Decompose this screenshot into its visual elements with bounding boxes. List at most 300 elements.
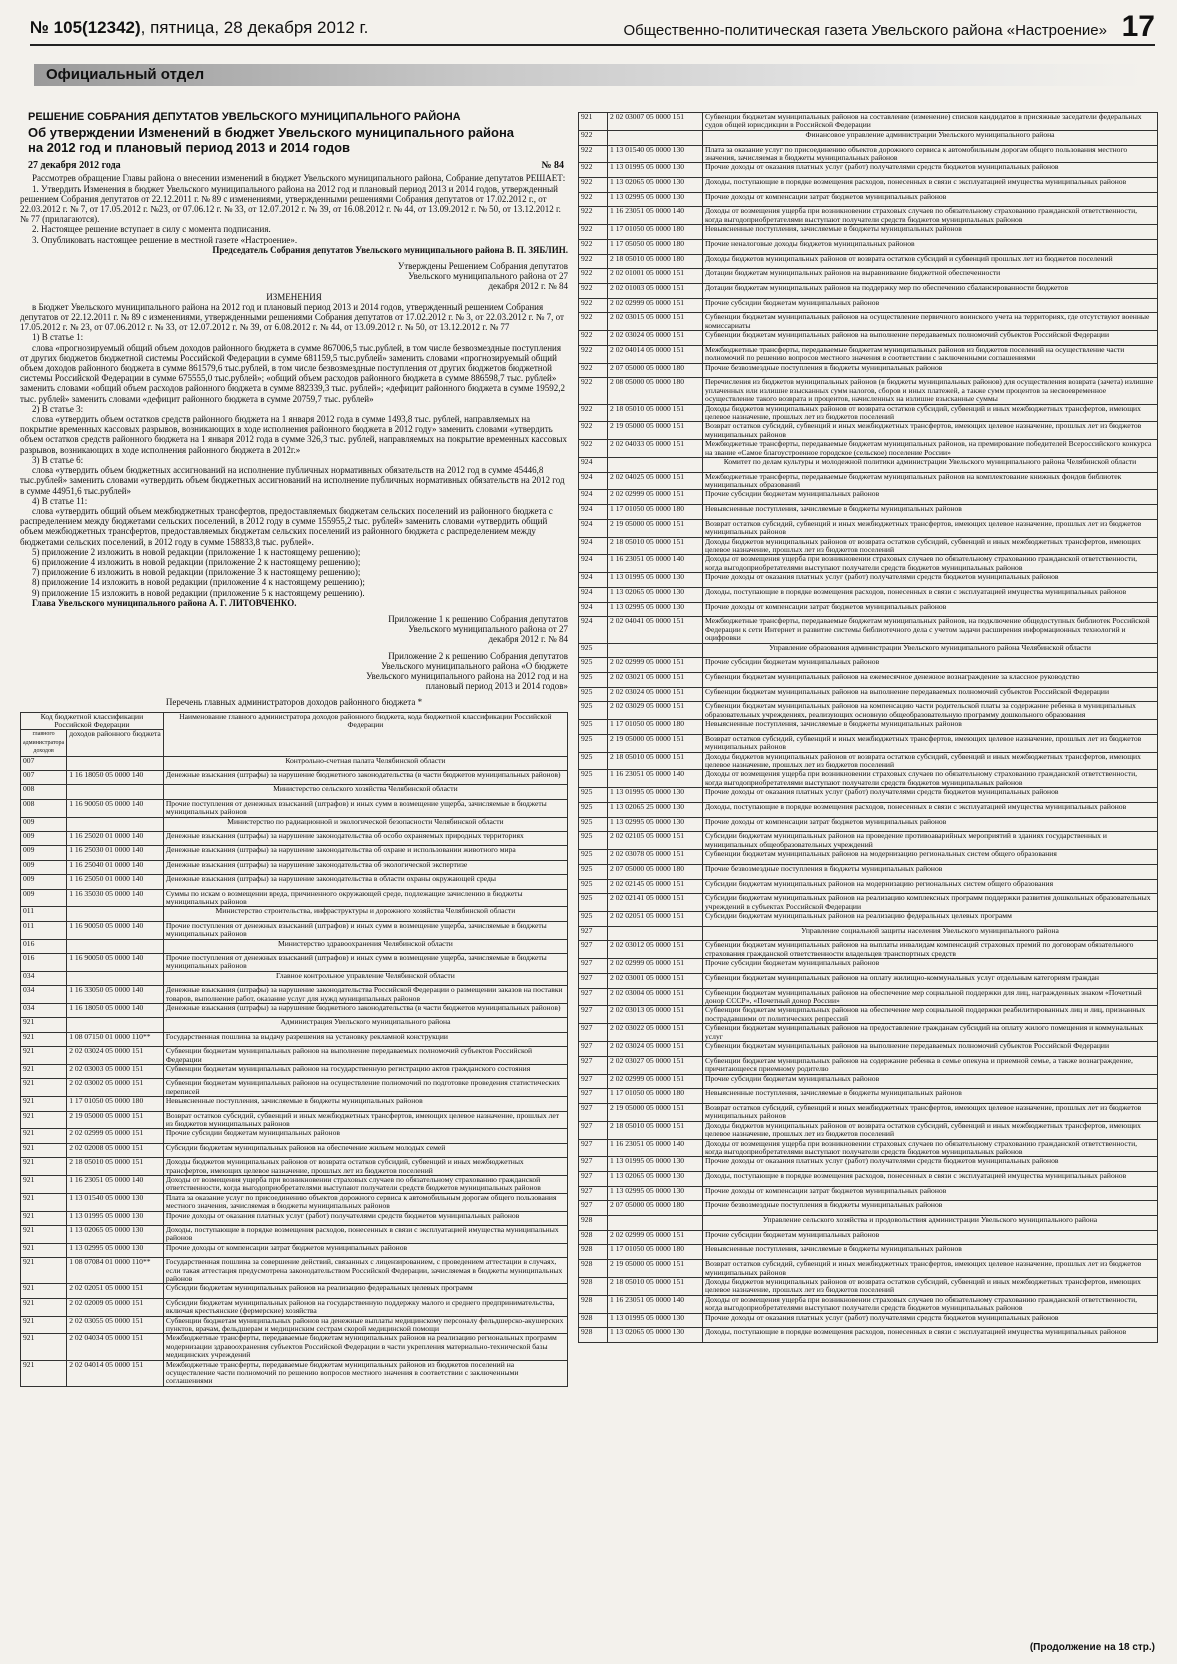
income-code-cell: 1 16 25030 01 0000 140 (67, 846, 164, 860)
right-column (578, 112, 1158, 1343)
description-cell: Администрация Увельского муниципального района (163, 1018, 567, 1032)
income-code-cell: 2 19 05000 05 0000 151 (608, 1260, 703, 1278)
admin-code-cell: 925 (579, 752, 608, 770)
table-row (579, 269, 1158, 284)
admin-code-cell: 008 (21, 799, 67, 817)
description-cell: Суммы по искам о возмещении вреда, причиненного окружающей среде, подлежащие зачислению в бюджеты муниципальных районов (163, 889, 567, 907)
admin-code-cell: 925 (579, 912, 608, 927)
description-cell: Субвенции бюджетам муниципальных районов на выполнение передаваемых полномочий субъектов Российской Федерации (163, 1047, 567, 1065)
income-code-cell: 2 02 03055 05 0000 151 (67, 1316, 164, 1334)
admin-code-cell: 922 (579, 363, 608, 378)
income-code-cell: 2 02 02008 05 0000 151 (67, 1143, 164, 1157)
income-code-cell (608, 130, 703, 145)
admin-code-cell: 011 (21, 907, 67, 921)
income-code-cell: 2 18 05010 05 0000 151 (67, 1158, 164, 1176)
income-code-cell: 1 16 25050 01 0000 140 (67, 875, 164, 889)
table-row (21, 1032, 568, 1046)
description-cell: Доходы, поступающие в порядке возмещения расходов, понесенных в связи с эксплуатацией имущества муниципальных районов (703, 802, 1158, 817)
table-row (21, 986, 568, 1004)
income-code-cell (608, 457, 703, 472)
income-code-cell: 1 17 01050 05 0000 180 (608, 1245, 703, 1260)
table-row (579, 941, 1158, 959)
table-row (579, 1230, 1158, 1245)
admin-code-cell: 922 (579, 192, 608, 207)
admin-code-cell: 921 (21, 1111, 67, 1129)
table-row (579, 457, 1158, 472)
description-cell: Доходы от возмещения ущерба при возникновении страховых случаев по обязательному страхованию гражданской ответственности, когда выгодоприобретателями выступают получатели средств бюджетов муниципальных районов (703, 1295, 1158, 1313)
description-cell: Межбюджетные трансферты, передаваемые бюджетам муниципальных районов, на премирование победителей Всероссийского конкурса на звание «Самое благоустроенное городское (сельское) поселение России» (703, 440, 1158, 458)
description-cell: Плата за оказание услуг по присоединению объектов дорожного сервиса к автомобильным дорогам общего пользования местного значения, зачисляемая в бюджеты муниципальных районов (163, 1193, 567, 1211)
description-cell: Прочие доходы от оказания платных услуг (работ) получателями средств бюджетов муниципальных районов (163, 1211, 567, 1225)
admin-code-cell: 016 (21, 939, 67, 953)
description-cell: Финансовое управление администрации Увельского муниципального района (703, 130, 1158, 145)
table-row (21, 953, 568, 971)
income-code-cell: 1 13 02065 25 0000 130 (608, 802, 703, 817)
description-cell: Субсидии бюджетам муниципальных районов на модернизацию региональных систем общего образования (703, 879, 1158, 894)
description-cell: Возврат остатков субсидий, субвенций и иных межбюджетных трансфертов, имеющих целевое назначение, прошлых лет из бюджетов муниципальных районов (703, 422, 1158, 440)
description-cell: Доходы от возмещения ущерба при возникновении страховых случаев по обязательному страхованию гражданской ответственности, когда выгодоприобретателями выступают получатели средств бюджетов муниципальных районов (163, 1175, 567, 1193)
description-cell: Денежные взыскания (штрафы) за нарушение бюджетного законодательства (в части бюджетов муниципальных районов) (163, 1003, 567, 1017)
description-cell: Субвенции бюджетам муниципальных районов на выполнение передаваемых полномочий субъектов Российской Федерации (703, 1042, 1158, 1057)
admin-code-cell: 927 (579, 1121, 608, 1139)
admin-code-cell: 922 (579, 331, 608, 346)
description-cell: Субсидии бюджетам муниципальных районов на реализацию комплексных программ поддержки развития дошкольных образовательных учреждений в субъектах Российской Федерации (703, 894, 1158, 912)
chair-signature: Председатель Собрания депутатов Увельского муниципального района В. П. ЗЯБЛИН. (212, 244, 568, 255)
income-code-cell: 1 13 02995 05 0000 130 (608, 192, 703, 207)
income-code-cell: 1 16 25020 01 0000 140 (67, 831, 164, 845)
table-row (579, 894, 1158, 912)
table-row (21, 1064, 568, 1078)
description-cell: Субсидии бюджетам муниципальных районов на реализацию федеральных целевых программ (163, 1284, 567, 1298)
table-row (21, 1097, 568, 1111)
income-code-cell: 1 16 35030 05 0000 140 (67, 889, 164, 907)
admin-code-cell: 924 (579, 505, 608, 520)
admin-code-cell: 922 (579, 178, 608, 193)
description-cell: Доходы бюджетов муниципальных районов от возврата остатков субсидий и субвенций прошлых лет из бюджетов поселений (703, 254, 1158, 269)
table-header-name: Наименование главного администратора доходов районного бюджета, кода бюджетной классификации Российской Федерации (163, 712, 567, 756)
table-row (579, 672, 1158, 687)
description-cell: Прочие доходы от компенсации затрат бюджетов муниципальных районов (703, 192, 1158, 207)
description-cell: Невыясненные поступления, зачисляемые в бюджеты муниципальных районов (163, 1097, 567, 1111)
admin-code-cell: 925 (579, 687, 608, 702)
table-row (21, 1211, 568, 1225)
description-cell: Межбюджетные трансферты, передаваемые бюджетам муниципальных районов, на подключение общедоступных библиотек Российской Федерации к сети Интернет и развитие системы библиотечного дела с учетом задачи расширения информационных технологий и оцифровки (703, 617, 1158, 643)
description-cell: Прочие безвозмездные поступления в бюджеты муниципальных районов (703, 864, 1158, 879)
admin-code-cell: 008 (21, 785, 67, 799)
admin-code-cell: 928 (579, 1328, 608, 1343)
income-code-cell: 2 02 02141 05 0000 151 (608, 894, 703, 912)
admin-code-cell: 921 (21, 1316, 67, 1334)
table-row (579, 1328, 1158, 1343)
table-header-admin: главного администратора доходов (21, 730, 67, 756)
description-cell: Прочие субсидии бюджетам муниципальных районов (703, 1230, 1158, 1245)
description-cell: Доходы, поступающие в порядке возмещения расходов, понесенных в связи с эксплуатацией имущества муниципальных районов (703, 178, 1158, 193)
description-cell: Управление сельского хозяйства и продовольствия администрации Увельского муниципального района (703, 1216, 1158, 1231)
description-cell: Государственная пошлина за выдачу разрешения на установку рекламной конструкции (163, 1032, 567, 1046)
table-row (21, 907, 568, 921)
table-row (21, 889, 568, 907)
description-cell: Денежные взыскания (штрафы) за нарушение законодательства в области охраны окружающей среды (163, 875, 567, 889)
admin-code-cell: 925 (579, 702, 608, 720)
table-row (579, 1103, 1158, 1121)
description-cell: Субвенции бюджетам муниципальных районов на обеспечение мер социальной поддержки для лиц, награжденных знаком «Почетный донор СССР», «Почетный донор России» (703, 988, 1158, 1006)
description-cell: Прочие безвозмездные поступления в бюджеты муниципальных районов (703, 1201, 1158, 1216)
admin-code-cell: 924 (579, 490, 608, 505)
description-cell: Возврат остатков субсидий, субвенций и иных межбюджетных трансфертов, имеющих целевое назначение, прошлых лет из бюджетов муниципальных районов (703, 519, 1158, 537)
admin-code-cell: 921 (21, 1243, 67, 1257)
newspaper-name: Общественно-политическая газета Увельского района «Настроение» (623, 22, 1107, 39)
admin-code-cell: 016 (21, 953, 67, 971)
table-row (579, 912, 1158, 927)
page-number: 17 (1121, 10, 1155, 43)
income-code-cell: 2 02 02145 05 0000 151 (608, 879, 703, 894)
admin-code-cell: 921 (21, 1175, 67, 1193)
table-row (579, 207, 1158, 225)
admin-code-cell: 927 (579, 1172, 608, 1187)
income-code-cell: 2 18 05010 05 0000 151 (608, 404, 703, 422)
income-code-cell: 2 02 02105 05 0000 151 (608, 832, 703, 850)
table-row (21, 1111, 568, 1129)
income-code-cell: 1 13 02065 05 0000 130 (608, 1328, 703, 1343)
article-heading: 2) В статье 3: (32, 403, 84, 414)
description-cell: Государственная пошлина за совершение действий, связанных с лицензированием, с проведением аттестации в случаях, если такая аттестация предусмотрена законодательством Российской Федерации, зачисляемая в бюджеты муниципальных районов (163, 1258, 567, 1284)
admin-code-cell: 009 (21, 817, 67, 831)
annex-item: 5) приложение 2 изложить в новой редакции (приложение 1 к настоящему решению); (32, 546, 361, 557)
admin-code-cell: 927 (579, 926, 608, 941)
admin-code-cell: 921 (21, 1064, 67, 1078)
description-cell: Прочие доходы от компенсации затрат бюджетов муниципальных районов (703, 602, 1158, 617)
table-row (579, 298, 1158, 313)
table-row (579, 1042, 1158, 1057)
description-cell: Денежные взыскания (штрафы) за нарушение законодательства об охране и использовании животного мира (163, 846, 567, 860)
table-row (21, 1225, 568, 1243)
decision-item: 1. Утвердить Изменения в бюджет Увельского муниципального района на 2012 год и плановый период 2013 и 2014 годов, утвержденный решением Собрания депутатов от 22.12.2011 г. № 89 с изменениями, утвержденными решениями Собрания депутатов от 17.02.2012 г., от 22.03.2012 г. № 7, от 17.05.2012 г. №23, от 07.06.12 г. № 33, от 12.07.2012 г. № 39, от 16.08.2012 г. № 44, от 13.09.2012 г. № 50, от 13.12.2012 г. № 77 (прилагаются). (20, 183, 561, 225)
table-row (579, 720, 1158, 735)
right-table-body (579, 113, 1158, 1343)
income-code-cell: 1 13 02995 05 0000 130 (67, 1243, 164, 1257)
article-heading: 3) В статье 6: (32, 454, 84, 465)
admin-code-cell: 921 (21, 1211, 67, 1225)
income-code-cell: 2 02 02051 05 0000 151 (67, 1284, 164, 1298)
admin-code-cell: 924 (579, 519, 608, 537)
table-row (21, 846, 568, 860)
income-code-cell: 2 19 05000 05 0000 151 (67, 1111, 164, 1129)
income-code-cell: 1 13 01995 05 0000 130 (67, 1211, 164, 1225)
table-row (579, 1313, 1158, 1328)
table-row (579, 1260, 1158, 1278)
admin-code-cell: 924 (579, 573, 608, 588)
table-row (21, 817, 568, 831)
table-row (579, 988, 1158, 1006)
table-row (579, 331, 1158, 346)
description-cell: Контрольно-счетная палата Челябинской области (163, 756, 567, 770)
admin-code-cell: 922 (579, 440, 608, 458)
income-code-cell: 1 08 07150 01 0000 110** (67, 1032, 164, 1046)
income-code-cell: 1 16 33050 05 0000 140 (67, 986, 164, 1004)
table-row (21, 939, 568, 953)
income-code-cell: 2 18 05010 05 0000 151 (608, 1121, 703, 1139)
description-cell: Субвенции бюджетам муниципальных районов на государственную регистрацию актов гражданского состояния (163, 1064, 567, 1078)
description-cell: Доходы от возмещения ущерба при возникновении страховых случаев по обязательному страхованию гражданской ответственности, когда выгодоприобретателями выступают получатели средств бюджетов муниципальных районов (703, 207, 1158, 225)
income-code-cell: 1 13 01995 05 0000 130 (608, 573, 703, 588)
admin-code-cell: 034 (21, 971, 67, 985)
table-row (579, 472, 1158, 490)
decision-text (20, 173, 568, 707)
table-row (21, 770, 568, 784)
admin-code-cell: 927 (579, 1157, 608, 1172)
admin-code-cell: 921 (21, 1258, 67, 1284)
income-code-cell: 1 13 01995 05 0000 130 (608, 1157, 703, 1172)
description-cell: Прочие неналоговые доходы бюджетов муниципальных районов (703, 239, 1158, 254)
description-cell: Доходы от возмещения ущерба при возникновении страховых случаев по обязательному страхованию гражданской ответственности, когда выгодоприобретателями выступают получатели средств бюджетов муниципальных районов (703, 770, 1158, 788)
income-code-cell: 2 02 02999 05 0000 151 (608, 298, 703, 313)
admin-code-cell: 927 (579, 1103, 608, 1121)
admin-code-cell: 921 (21, 1032, 67, 1046)
admin-code-cell: 922 (579, 225, 608, 240)
income-code-cell: 1 17 01050 05 0000 180 (608, 225, 703, 240)
admin-code-cell: 928 (579, 1277, 608, 1295)
table-row (579, 959, 1158, 974)
income-code-cell: 1 13 01540 05 0000 130 (608, 145, 703, 163)
annex-item: 6) приложение 4 изложить в новой редакции (приложение 2 к настоящему решению); (32, 556, 361, 567)
description-cell: Прочие субсидии бюджетам муниципальных районов (163, 1129, 567, 1143)
admin-code-cell: 921 (21, 1129, 67, 1143)
table-row (579, 817, 1158, 832)
income-code-cell: 2 02 03024 05 0000 151 (608, 687, 703, 702)
description-cell: Прочие субсидии бюджетам муниципальных районов (703, 298, 1158, 313)
admin-code-cell: 924 (579, 457, 608, 472)
issue-number: № 105(12342) (30, 18, 141, 37)
page-header (30, 10, 1155, 46)
income-code-cell: 2 02 03001 05 0000 151 (608, 973, 703, 988)
description-cell: Субвенции бюджетам муниципальных районов на ежемесячное денежное вознаграждение за классное руководство (703, 672, 1158, 687)
description-cell: Прочие субсидии бюджетам муниципальных районов (703, 959, 1158, 974)
table-row (579, 602, 1158, 617)
income-code-cell: 1 16 25040 01 0000 140 (67, 860, 164, 874)
description-cell: Возврат остатков субсидий, субвенций и иных межбюджетных трансфертов, имеющих целевое назначение, прошлых лет из бюджетов муниципальных районов (163, 1111, 567, 1129)
income-code-cell: 1 13 01995 05 0000 130 (608, 163, 703, 178)
admin-code-cell: 034 (21, 1003, 67, 1017)
description-cell: Министерство строительства, инфраструктуры и дорожного хозяйства Челябинской области (163, 907, 567, 921)
description-cell: Субвенции бюджетам муниципальных районов на обеспечение мер социальной поддержки реабилитированных лиц и лиц, признанных пострадавшими от политических репрессий (703, 1006, 1158, 1024)
table-row (21, 1316, 568, 1334)
income-code-cell: 1 13 02065 05 0000 130 (608, 1172, 703, 1187)
article-text: слова «утвердить общий объем межбюджетных трансфертов, предоставляемых бюджетам сельских поселений из районного бюджета с распределением между бюджетами сельских поселений, в 2012 году в сумме 155955,2 тыс. рублей» заменить словами «утвердить общий объем межбюджетных трансфертов, предоставляемых бюджетам сельских поселений из районного бюджета с распределением между бюджетами сельских поселений, в 2012 году в сумме 158833,8 тыс. рублей». (20, 505, 553, 547)
table-row (579, 490, 1158, 505)
income-code-cell: 2 02 03022 05 0000 151 (608, 1024, 703, 1042)
description-cell: Доходы, поступающие в порядке возмещения расходов, понесенных в связи с эксплуатацией имущества муниципальных районов (703, 1328, 1158, 1343)
table-row (21, 1243, 568, 1257)
table-row (579, 113, 1158, 131)
description-cell: Субвенции бюджетам муниципальных районов на оплату жилищно-коммунальных услуг отдельным категориям граждан (703, 973, 1158, 988)
income-code-cell: 2 07 05000 05 0000 180 (608, 1201, 703, 1216)
income-code-cell: 2 02 03027 05 0000 151 (608, 1056, 703, 1074)
admin-code-cell: 924 (579, 472, 608, 490)
description-cell: Прочие поступления от денежных взысканий (штрафов) и иных сумм в возмещение ущерба, зачисляемые в бюджеты муниципальных районов (163, 953, 567, 971)
table-row (579, 752, 1158, 770)
table-row (579, 1295, 1158, 1313)
admin-code-cell: 921 (21, 1047, 67, 1065)
income-code-cell: 2 19 05000 05 0000 151 (608, 1103, 703, 1121)
description-cell: Субвенции бюджетам муниципальных районов на модернизацию региональных систем общего образования (703, 850, 1158, 865)
income-code-cell: 1 16 23051 05 0000 140 (608, 207, 703, 225)
admin-code-cell: 921 (21, 1284, 67, 1298)
annex-item: 8) приложение 14 изложить в новой редакции (приложение 4 к настоящему решению); (32, 577, 365, 588)
income-code-cell: 2 02 03004 05 0000 151 (608, 988, 703, 1006)
admin-code-cell: 927 (579, 1056, 608, 1074)
income-code-cell: 2 02 02051 05 0000 151 (608, 912, 703, 927)
decision-title: РЕШЕНИЕ СОБРАНИЯ ДЕПУТАТОВ УВЕЛЬСКОГО МУНИЦИПАЛЬНОГО РАЙОНА (28, 111, 461, 123)
admin-code-cell: 928 (579, 1295, 608, 1313)
description-cell: Доходы от возмещения ущерба при возникновении страховых случаев по обязательному страхованию гражданской ответственности, когда выгодоприобретателями выступают получатели средств бюджетов муниципальных районов (703, 1139, 1158, 1157)
table-row (579, 1139, 1158, 1157)
decision-intro: Рассмотрев обращение Главы района о внесении изменений в бюджет Увельского муниципального района, Собрание депутатов РЕШАЕТ: (32, 173, 566, 184)
description-cell: Доходы бюджетов муниципальных районов от возврата остатков субсидий, субвенций и иных межбюджетных трансфертов, имеющих целевое назначение, прошлых лет из бюджетов поселений (703, 752, 1158, 770)
table-row (579, 617, 1158, 643)
income-code-cell: 1 13 02995 05 0000 130 (608, 817, 703, 832)
admin-code-cell: 927 (579, 1186, 608, 1201)
admin-code-cell: 928 (579, 1260, 608, 1278)
article-text: слова «утвердить объем остатков средств районного бюджета на 1 января 2012 года в сумме 1493,8 тыс. рублей, направляемых на покрытие временных кассовых разрывов, возникающих в ходе исполнения районного бюджета в 2012 году» заменить словами «утвердить объем остатков средств районного бюджета на 1 января 2012 года в сумме 326,3 тыс. рублей, направляемых на покрытие временных кассовых разрывов, возникающих в ходе исполнения районного бюджета в 2012г.» (20, 414, 567, 455)
income-code-cell: 1 16 90050 05 0000 140 (67, 921, 164, 939)
income-code-cell: 2 02 02999 05 0000 151 (608, 658, 703, 673)
admin-code-cell: 927 (579, 973, 608, 988)
income-code-cell: 1 16 23051 05 0000 140 (608, 770, 703, 788)
income-code-cell: 2 18 05010 05 0000 151 (608, 537, 703, 555)
income-code-cell (608, 1216, 703, 1231)
description-cell: Межбюджетные трансферты, передаваемые бюджетам муниципальных районов на реализацию региональных программ модернизации здравоохранения субъектов Российской Федерации в части укрепления материально-технической базы медицинских учреждений (163, 1334, 567, 1360)
admin-code-cell: 927 (579, 959, 608, 974)
description-cell: Субвенции бюджетам муниципальных районов на выполнение передаваемых полномочий субъектов Российской Федерации (703, 331, 1158, 346)
description-cell: Невыясненные поступления, зачисляемые в бюджеты муниципальных районов (703, 505, 1158, 520)
table-row (579, 555, 1158, 573)
table-row (579, 192, 1158, 207)
description-cell: Доходы, поступающие в порядке возмещения расходов, понесенных в связи с эксплуатацией имущества муниципальных районов (703, 1172, 1158, 1187)
appendix-2-note: Приложение 2 к решению Собрания депутатов Увельского муниципального района «О бюджете Увельского муниципального района на 2012 год и на плановый период 2013 и 2014 годов» (366, 650, 568, 692)
income-code-cell: 2 02 02999 05 0000 151 (608, 959, 703, 974)
income-code-cell: 2 02 03021 05 0000 151 (608, 672, 703, 687)
decision-date: 27 декабря 2012 года (28, 160, 121, 172)
income-code-cell: 2 02 04034 05 0000 151 (67, 1334, 164, 1360)
table-row (579, 687, 1158, 702)
income-code-cell: 2 02 04041 05 0000 151 (608, 617, 703, 643)
admin-code-cell: 922 (579, 269, 608, 284)
income-code-cell: 1 16 18050 05 0000 140 (67, 1003, 164, 1017)
income-code-cell: 1 13 02065 05 0000 130 (608, 178, 703, 193)
table-row (21, 860, 568, 874)
income-code-cell: 2 19 05000 05 0000 151 (608, 734, 703, 752)
table-row (579, 658, 1158, 673)
table-row (579, 702, 1158, 720)
admin-code-cell: 922 (579, 163, 608, 178)
income-code-cell: 2 02 01001 05 0000 151 (608, 269, 703, 284)
issue-line (30, 18, 368, 38)
admin-code-cell: 922 (579, 130, 608, 145)
table-row (579, 1277, 1158, 1295)
table-row (579, 1157, 1158, 1172)
admin-code-cell: 922 (579, 422, 608, 440)
description-cell: Невыясненные поступления, зачисляемые в бюджеты муниципальных районов (703, 1089, 1158, 1104)
admin-code-cell: 922 (579, 283, 608, 298)
description-cell: Субвенции бюджетам муниципальных районов на денежные выплаты медицинскому персоналу фельдшерско-акушерских пунктов, врачам, фельдшерам и медицинским сестрам скорой медицинской помощи (163, 1316, 567, 1334)
income-code-cell: 1 17 01050 05 0000 180 (608, 505, 703, 520)
description-cell: Управление образования администрации Увельского муниципального района Челябинской области (703, 643, 1158, 658)
section-title: Официальный отдел (46, 66, 205, 83)
description-cell: Межбюджетные трансферты, передаваемые бюджетам муниципальных районов из бюджетов поселений на осуществление части полномочий по решению вопросов местного значения в соответствии с заключенными соглашениями (163, 1360, 567, 1386)
table-row (21, 1129, 568, 1143)
admin-code-cell: 928 (579, 1230, 608, 1245)
description-cell: Доходы бюджетов муниципальных районов от возврата остатков субсидий, субвенций и иных межбюджетных трансфертов, имеющих целевое назначение, прошлых лет из бюджетов поселений (703, 404, 1158, 422)
section-banner (34, 64, 1144, 86)
table-row (579, 850, 1158, 865)
admin-code-cell: 928 (579, 1313, 608, 1328)
table-row (21, 1079, 568, 1097)
income-code-cell (67, 939, 164, 953)
income-code-cell: 2 02 03013 05 0000 151 (608, 1006, 703, 1024)
decision-subtitle: Об утверждении Изменений в бюджет Увельского муниципального района на 2012 год и плановый период 2013 и 2014 годов (28, 125, 515, 156)
description-cell: Субвенции бюджетам муниципальных районов на содержание ребенка в семье опекуна и приемной семье, а также вознаграждение, причитающееся приемному родителю (703, 1056, 1158, 1074)
table-row (579, 283, 1158, 298)
table-row (579, 313, 1158, 331)
income-code-cell: 2 02 02999 05 0000 151 (67, 1129, 164, 1143)
table-row (579, 163, 1158, 178)
table-row (21, 1175, 568, 1193)
head-signature: Глава Увельского муниципального района А. Г. ЛИТОВЧЕНКО. (32, 597, 297, 608)
description-cell: Субвенции бюджетам муниципальных районов на предоставление гражданам субсидий на оплату жилого помещения и коммунальных услуг (703, 1024, 1158, 1042)
income-code-cell: 2 02 04014 05 0000 151 (67, 1360, 164, 1386)
description-cell: Прочие доходы от оказания платных услуг (работ) получателями средств бюджетов муниципальных районов (703, 163, 1158, 178)
table-row (579, 832, 1158, 850)
article-heading: 1) В статье 1: (32, 332, 84, 343)
income-code-cell: 2 02 03002 05 0000 151 (67, 1079, 164, 1097)
description-cell: Доходы, поступающие в порядке возмещения расходов, понесенных в связи с эксплуатацией имущества муниципальных районов (703, 587, 1158, 602)
income-code-cell: 2 18 05010 05 0000 180 (608, 254, 703, 269)
table-row (21, 1298, 568, 1316)
income-code-cell: 2 08 05000 05 0000 180 (608, 378, 703, 404)
admin-code-cell: 921 (21, 1158, 67, 1176)
description-cell: Прочие субсидии бюджетам муниципальных районов (703, 1074, 1158, 1089)
table-row (21, 1143, 568, 1157)
income-code-cell: 1 16 23051 05 0000 140 (67, 1175, 164, 1193)
table-row (579, 537, 1158, 555)
table-row (579, 378, 1158, 404)
income-code-cell: 1 16 23051 05 0000 140 (608, 555, 703, 573)
table-row (21, 1003, 568, 1017)
income-code-cell: 1 13 01540 05 0000 130 (67, 1193, 164, 1211)
description-cell: Прочие доходы от оказания платных услуг (работ) получателями средств бюджетов муниципальных районов (703, 1157, 1158, 1172)
admin-code-cell: 925 (579, 832, 608, 850)
table-row (21, 1018, 568, 1032)
admin-code-cell: 921 (579, 113, 608, 131)
income-code-cell: 1 17 05050 05 0000 180 (608, 239, 703, 254)
description-cell: Доходы бюджетов муниципальных районов от возврата остатков субсидий, субвенций и иных межбюджетных трансфертов, имеющих целевое назначение, прошлых лет из бюджетов поселений (703, 1121, 1158, 1139)
table-row (21, 1193, 568, 1211)
income-code-cell (608, 926, 703, 941)
admin-code-cell: 921 (21, 1079, 67, 1097)
description-cell: Невыясненные поступления, зачисляемые в бюджеты муниципальных районов (703, 1245, 1158, 1260)
admin-code-cell: 007 (21, 770, 67, 784)
left-column (20, 112, 568, 1387)
admin-code-cell: 921 (21, 1193, 67, 1211)
income-code-cell (608, 643, 703, 658)
description-cell: Доходы бюджетов муниципальных районов от возврата остатков субсидий, субвенций и иных межбюджетных трансфертов, имеющих целевое назначение, прошлых лет из бюджетов поселений (703, 537, 1158, 555)
table-row (579, 788, 1158, 803)
description-cell: Возврат остатков субсидий, субвенций и иных межбюджетных трансфертов, имеющих целевое назначение, прошлых лет из бюджетов муниципальных районов (703, 1260, 1158, 1278)
decision-item: 2. Настоящее решение вступает в силу с момента подписания. (32, 224, 271, 235)
table-row (579, 734, 1158, 752)
income-code-cell: 1 13 02065 05 0000 130 (67, 1225, 164, 1243)
table-row (21, 921, 568, 939)
